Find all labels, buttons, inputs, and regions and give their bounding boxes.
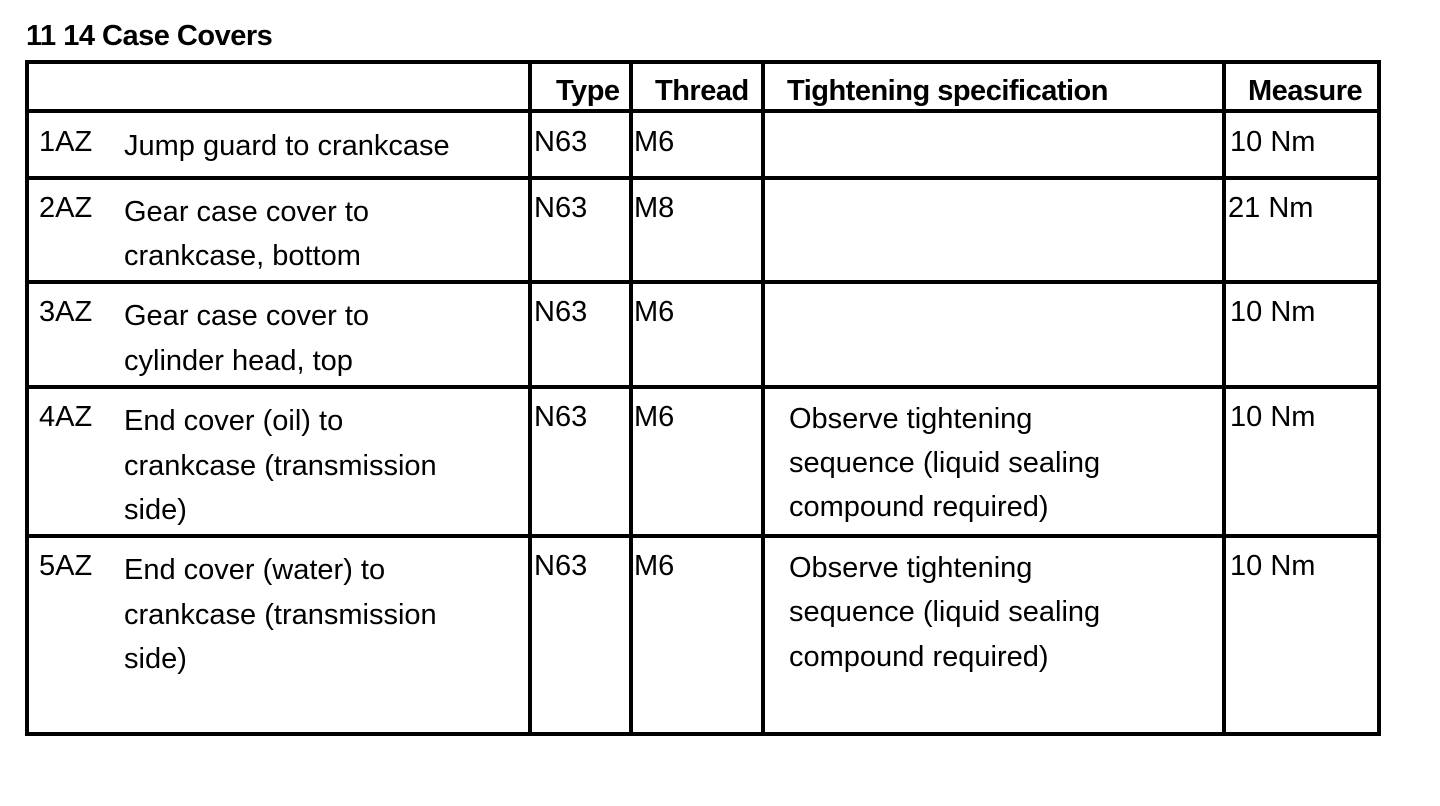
torque-table bbox=[25, 60, 1381, 736]
row-spec-line: Observe tightening bbox=[789, 552, 1033, 584]
row-thread: M6 bbox=[634, 401, 675, 433]
row-description-line: Gear case cover to bbox=[124, 196, 369, 228]
row-description-line: crankcase (transmission bbox=[124, 450, 437, 482]
row-description-line: End cover (water) to bbox=[124, 554, 386, 586]
row-spec-line: compound required) bbox=[789, 491, 1049, 523]
row-code: 4AZ bbox=[39, 401, 93, 433]
row-spec-line: compound required) bbox=[789, 641, 1049, 673]
row-description-line: crankcase, bottom bbox=[124, 240, 361, 272]
row-divider bbox=[29, 534, 1377, 538]
page-title: 11 14 Case Covers bbox=[26, 20, 273, 52]
row-spec-line: sequence (liquid sealing bbox=[789, 447, 1101, 479]
column-divider bbox=[761, 64, 765, 732]
header-thread: Thread bbox=[655, 75, 749, 107]
row-type: N63 bbox=[534, 401, 588, 433]
row-thread: M8 bbox=[634, 192, 675, 224]
row-type: N63 bbox=[534, 192, 588, 224]
row-description-line: side) bbox=[124, 494, 187, 526]
row-code: 5AZ bbox=[39, 550, 93, 582]
column-divider bbox=[629, 64, 633, 732]
header-tightening-specification: Tightening specification bbox=[787, 75, 1108, 107]
row-code: 1AZ bbox=[39, 126, 93, 158]
row-description-line: cylinder head, top bbox=[124, 345, 353, 377]
row-measure: 10 Nm bbox=[1230, 296, 1316, 328]
row-description-line: side) bbox=[124, 643, 187, 675]
row-description-line: Jump guard to crankcase bbox=[124, 130, 450, 162]
row-thread: M6 bbox=[634, 550, 675, 582]
row-measure: 21 Nm bbox=[1228, 192, 1314, 224]
row-divider bbox=[29, 176, 1377, 180]
row-measure: 10 Nm bbox=[1230, 401, 1316, 433]
row-type: N63 bbox=[534, 296, 588, 328]
column-divider bbox=[528, 64, 532, 732]
row-spec-line: sequence (liquid sealing bbox=[789, 596, 1101, 628]
row-type: N63 bbox=[534, 550, 588, 582]
row-divider bbox=[29, 280, 1377, 284]
header-measure: Measure bbox=[1248, 75, 1363, 107]
row-thread: M6 bbox=[634, 126, 675, 158]
row-spec-line: Observe tightening bbox=[789, 403, 1033, 435]
row-code: 2AZ bbox=[39, 192, 93, 224]
row-type: N63 bbox=[534, 126, 588, 158]
row-thread: M6 bbox=[634, 296, 675, 328]
row-code: 3AZ bbox=[39, 296, 93, 328]
row-divider bbox=[29, 385, 1377, 389]
column-divider bbox=[1222, 64, 1226, 732]
row-measure: 10 Nm bbox=[1230, 126, 1316, 158]
row-measure: 10 Nm bbox=[1230, 550, 1316, 582]
row-description-line: End cover (oil) to bbox=[124, 405, 344, 437]
row-description-line: Gear case cover to bbox=[124, 300, 369, 332]
row-description-line: crankcase (transmission bbox=[124, 599, 437, 631]
header-type: Type bbox=[556, 75, 620, 107]
